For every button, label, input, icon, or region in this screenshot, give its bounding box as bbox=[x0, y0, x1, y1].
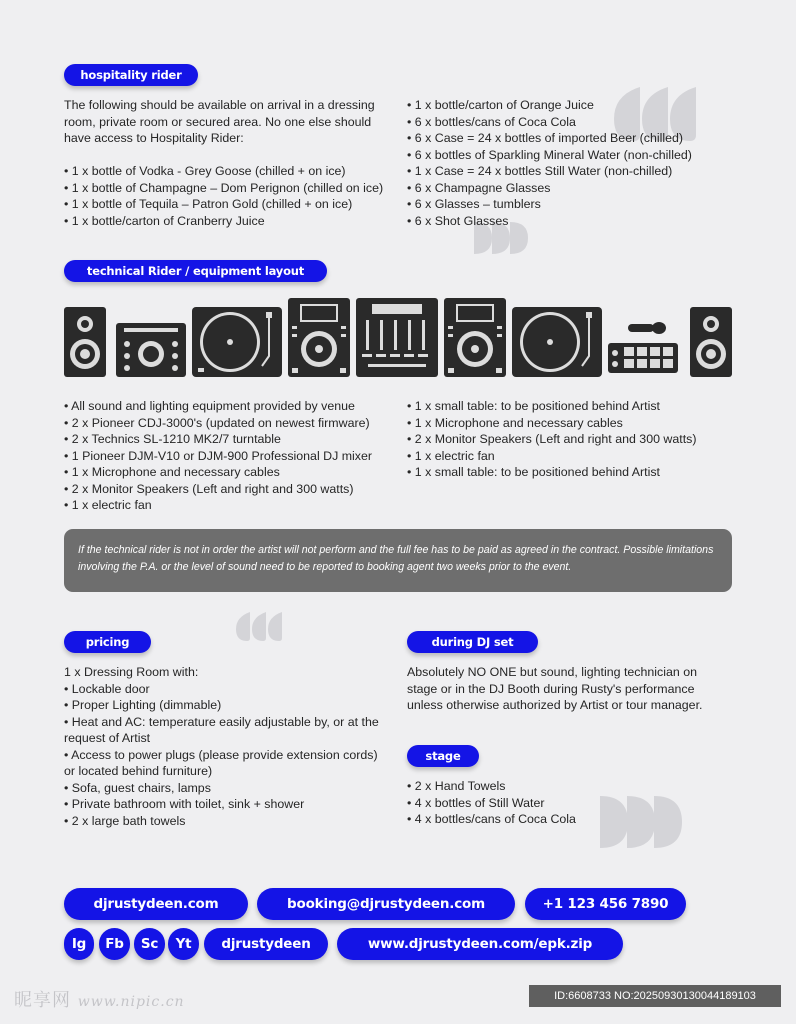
technical-title: technical Rider / equipment layout bbox=[64, 260, 327, 282]
equipment-layout-illustration bbox=[62, 296, 734, 380]
list-item: • 1 x Microphone and necessary cables bbox=[64, 465, 280, 479]
list-item: • 1 x small table: to be positioned behind Artist bbox=[407, 465, 660, 479]
list-item: • Lockable door bbox=[64, 681, 150, 696]
during-dj-set-text bbox=[407, 664, 702, 714]
technical-notice: If the technical rider is not in order the artist will not perform and the full fee has to be paid as agreed in the contract. Possible limitations involving the P.A. or the level of sound need to be reported to booking agent two weeks prior to the event. bbox=[64, 529, 732, 592]
list-item: • 6 x Glasses – tumblers bbox=[407, 197, 541, 211]
technical-left-column bbox=[64, 398, 372, 514]
image-id-bar: ID:6608733 NO:20250930130044189103 bbox=[529, 985, 781, 1007]
list-item: • 2 x Hand Towels bbox=[407, 779, 506, 793]
list-item: • 2 x Monitor Speakers (Left and right and 300 watts) bbox=[64, 481, 354, 496]
dj-mixer-icon bbox=[356, 298, 438, 377]
list-item: • 2 x Pioneer CDJ-3000's (updated on newest firmware) bbox=[64, 415, 370, 430]
sampler-pad-icon bbox=[608, 343, 678, 373]
stage-title: stage bbox=[407, 745, 479, 767]
paragraph-line: unless otherwise authorized by Artist or tour manager. bbox=[407, 698, 703, 712]
hospitality-left-column bbox=[64, 97, 383, 229]
list-item: • 1 x small table: to be positioned behind Artist bbox=[407, 399, 660, 413]
list-item: • 1 x bottle of Tequila – Patron Gold (chilled + on ice) bbox=[64, 197, 353, 211]
speaker-left-icon bbox=[64, 307, 106, 377]
paragraph-line: Absolutely NO ONE but sound, lighting technician on bbox=[407, 665, 697, 679]
list-item: • 4 x bottles of Still Water bbox=[407, 795, 545, 810]
list-item: • 1 x bottle of Vodka - Grey Goose (chilled + on ice) bbox=[64, 164, 346, 178]
list-item: • Private bathroom with toilet, sink + shower bbox=[64, 797, 305, 811]
website-link[interactable]: djrustydeen.com bbox=[64, 888, 248, 920]
list-item: • 1 x Case = 24 x bottles Still Water (non-chilled) bbox=[407, 164, 673, 178]
cdj-player-left-icon bbox=[288, 298, 350, 377]
turntable-right-icon bbox=[512, 307, 602, 377]
instagram-link[interactable]: Ig bbox=[64, 928, 94, 960]
list-item: • 2 x large bath towels bbox=[64, 813, 186, 828]
cdj-player-right-icon bbox=[444, 298, 506, 377]
list-item: • 2 x Monitor Speakers (Left and right and 300 watts) bbox=[407, 432, 697, 446]
technical-right-column bbox=[407, 398, 696, 481]
list-item: • 1 x bottle/carton of Cranberry Juice bbox=[64, 213, 265, 228]
list-item: • Proper Lighting (dimmable) bbox=[64, 698, 222, 712]
list-item: • Access to power plugs (please provide extension cords) bbox=[64, 747, 378, 762]
watermark-url: www.nipic.cn bbox=[77, 994, 185, 1010]
hospitality-title: hospitality rider bbox=[64, 64, 198, 86]
list-item: request of Artist bbox=[64, 731, 151, 745]
list-item: • 1 x electric fan bbox=[64, 498, 152, 512]
facebook-link[interactable]: Fb bbox=[99, 928, 130, 960]
list-item: • 1 x electric fan bbox=[407, 448, 495, 463]
phone-link[interactable]: +1 123 456 7890 bbox=[525, 888, 686, 920]
list-item: • Sofa, guest chairs, lamps bbox=[64, 780, 211, 795]
speaker-right-icon bbox=[690, 307, 732, 377]
list-item: 1 x Dressing Room with: bbox=[64, 665, 199, 679]
effects-unit-icon bbox=[116, 323, 186, 377]
list-item: • All sound and lighting equipment provided by venue bbox=[64, 399, 355, 413]
hospitality-intro-line: The following should be available on arrival in a dressing bbox=[64, 98, 375, 112]
pricing-title: pricing bbox=[64, 631, 151, 653]
list-item: • 6 x Shot Glasses bbox=[407, 213, 509, 228]
list-item: • 6 x bottles/cans of Coca Cola bbox=[407, 114, 576, 129]
hospitality-right-column bbox=[407, 97, 692, 229]
list-item: • 6 x bottles of Sparkling Mineral Water (non-chilled) bbox=[407, 147, 692, 162]
pricing-list bbox=[64, 664, 379, 829]
watermark-brand: 昵享网 bbox=[14, 990, 71, 1011]
email-link[interactable]: booking@djrustydeen.com bbox=[257, 888, 515, 920]
social-handle-link[interactable]: djrustydeen bbox=[204, 928, 328, 960]
quote-decoration-icon bbox=[234, 611, 284, 643]
list-item: • 1 Pioneer DJM-V10 or DJM-900 Professional DJ mixer bbox=[64, 448, 373, 463]
during-dj-set-title: during DJ set bbox=[407, 631, 538, 653]
youtube-link[interactable]: Yt bbox=[168, 928, 199, 960]
list-item: • 4 x bottles/cans of Coca Cola bbox=[407, 812, 576, 826]
list-item: • 6 x Champagne Glasses bbox=[407, 180, 551, 195]
paragraph-line: stage or in the DJ Booth during Rusty's performance bbox=[407, 681, 695, 696]
list-item: • 2 x Technics SL-1210 MK2/7 turntable bbox=[64, 432, 281, 446]
nipic-watermark bbox=[14, 986, 185, 1012]
turntable-left-icon bbox=[192, 307, 282, 377]
hospitality-intro-line: room, private room or secured area. No one else should bbox=[64, 114, 372, 129]
soundcloud-link[interactable]: Sc bbox=[134, 928, 165, 960]
list-item: or located behind furniture) bbox=[64, 764, 213, 778]
list-item: • 1 x bottle/carton of Orange Juice bbox=[407, 98, 594, 112]
stage-list bbox=[407, 778, 576, 828]
arrow-decoration-icon bbox=[598, 794, 686, 850]
list-item: • 6 x Case = 24 x bottles of imported Beer (chilled) bbox=[407, 131, 684, 145]
epk-download-link[interactable]: www.djrustydeen.com/epk.zip bbox=[337, 928, 623, 960]
list-item: • Heat and AC: temperature easily adjustable by, or at the bbox=[64, 714, 379, 729]
list-item: • 1 x bottle of Champagne – Dom Perignon (chilled on ice) bbox=[64, 180, 384, 195]
list-item: • 1 x Microphone and necessary cables bbox=[407, 415, 623, 430]
hospitality-intro-line: have access to Hospitality Rider: bbox=[64, 131, 244, 145]
microphone-icon bbox=[628, 322, 666, 334]
